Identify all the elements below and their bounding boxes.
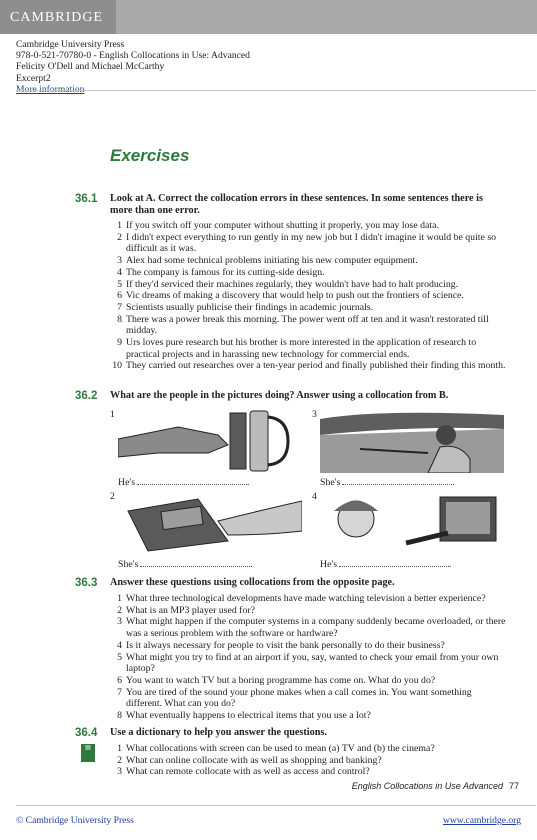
exercise-item: [110, 290, 510, 302]
item-text: Urs loves pure research but his brother is more interested in the application of research to practical projects and in harassing new technology for commercial ends.: [126, 337, 477, 360]
item-number: 3: [117, 255, 122, 267]
caption-1-text: He's: [118, 477, 136, 488]
item-number: 2: [117, 231, 122, 243]
picture-number-3: 3: [312, 409, 317, 420]
section-instruction-36-1: Look at A. Correct the collocation errors in these sentences. In some sentences there is more than one error.: [110, 193, 483, 217]
answer-blank-1[interactable]: [137, 476, 247, 485]
section-number-36-1: 36.1: [75, 193, 98, 205]
exercise-item: [110, 766, 510, 778]
exercise-item: [110, 755, 510, 767]
caption-4-end: .: [449, 559, 452, 570]
item-text: There was a power break this morning. The power went off at ten and it wasn't restorated till midday.: [126, 313, 489, 337]
answer-blank-4[interactable]: [339, 558, 449, 567]
section-instruction-36-4: Use a dictionary to help you answer the questions.: [110, 727, 327, 738]
item-number: 4: [117, 266, 122, 278]
exercise-item: [110, 743, 510, 755]
picture-caption-1: [118, 476, 249, 488]
item-number: 4: [117, 639, 122, 651]
exercise-item: [110, 279, 510, 291]
item-number: 8: [117, 710, 122, 722]
item-text: Vic dreams of making a discovery that would help to push out the frontiers of science.: [126, 290, 464, 302]
item-number: 1: [117, 743, 122, 754]
item-text: What can online collocate with as well as shopping and banking?: [126, 754, 382, 766]
item-text: I didn't expect everything to run gently in my new job but I didn't imagine it would be quite so difficult as it was.: [126, 231, 497, 255]
exercise-list-36-4: [110, 743, 510, 778]
caption-4-text: He's: [320, 559, 338, 570]
item-number: 5: [117, 278, 122, 290]
excerpt: Excerpt2: [16, 72, 51, 84]
caption-3-text: She's: [320, 477, 341, 488]
item-text: You are tired of the sound your phone makes when a call comes in. You want something different. What can you do?: [126, 686, 472, 710]
exercise-item: [110, 337, 510, 360]
exercise-item: [110, 255, 510, 267]
item-text: If you switch off your computer without shutting it properly, you may lose data.: [126, 220, 439, 231]
picture-number-4: 4: [312, 491, 317, 502]
exercise-item: [110, 220, 510, 232]
item-text: What eventually happens to electrical items that you use a lot?: [126, 710, 371, 722]
exercise-item: [110, 360, 510, 372]
item-text: What is an MP3 player used for?: [126, 604, 255, 616]
picture-2-card-machine: [118, 491, 302, 555]
website-link[interactable]: www.cambridge.org: [442, 815, 521, 826]
divider-bottom: [16, 805, 536, 806]
exercise-item: [110, 710, 510, 722]
picture-4-tv-remote: [320, 491, 504, 555]
section-number-36-2: 36.2: [75, 390, 98, 402]
caption-3-end: .: [452, 477, 455, 488]
item-text: Scientists usually publicise their findings in academic journals.: [126, 301, 374, 313]
section-instruction-36-3: Answer these questions using collocations from the opposite page.: [110, 577, 395, 588]
caption-1-end: .: [247, 477, 250, 488]
caption-2-end: .: [250, 559, 253, 570]
item-number: 1: [117, 593, 122, 604]
exercise-item: [110, 652, 510, 675]
exercise-item: [110, 605, 510, 617]
card-machine-illustration: [118, 491, 302, 555]
isbn-title: 978-0-521-70780-0 - English Collocations in Use: Advanced: [16, 50, 250, 62]
item-number: 1: [117, 220, 122, 231]
picture-number-2: 2: [110, 491, 115, 502]
item-text: They carried out researches over a ten-year period and finally published their finding this month.: [126, 360, 506, 372]
section-instruction-36-2: What are the people in the pictures doing? Answer using a collocation from B.: [110, 390, 449, 401]
picture-caption-2: [118, 558, 253, 570]
book-title-footer: English Collocations in Use Advanced: [351, 781, 503, 791]
exercise-item: [110, 314, 510, 337]
book-meta: [16, 39, 250, 95]
item-text: What three technological developments have made watching television a better experience?: [126, 593, 486, 604]
item-number: 6: [117, 674, 122, 686]
car-driver-illustration: [320, 409, 504, 473]
item-number: 5: [117, 651, 122, 663]
item-text: What might happen if the computer systems in a company suddenly became overloaded, or there was a serious problem with the software or hardware?: [126, 616, 506, 640]
caption-2-text: She's: [118, 559, 139, 570]
dictionary-icon: ▤: [81, 744, 95, 762]
logo-text: CAMBRIDGE: [10, 10, 104, 25]
answer-blank-2[interactable]: [140, 558, 250, 567]
picture-1-door-keypad: [118, 409, 302, 473]
exercise-item: [110, 640, 510, 652]
page-number: 77: [508, 781, 519, 791]
page-footer: [352, 781, 519, 791]
copyright-link[interactable]: © Cambridge University Press: [16, 815, 134, 826]
section-number-36-3: 36.3: [75, 577, 98, 589]
door-keypad-illustration: [118, 409, 302, 473]
item-number: 7: [117, 686, 122, 698]
exercise-item: [110, 267, 510, 279]
brand-bar: [0, 0, 537, 34]
item-number: 7: [117, 301, 122, 313]
item-text: What might you try to find at an airport if you, say, wanted to check your email from your own laptop?: [126, 651, 499, 675]
exercise-item: [110, 687, 510, 710]
publisher: Cambridge University Press: [16, 39, 125, 50]
exercise-item: [110, 593, 510, 605]
item-text: What can remote collocate with as well as access and control?: [126, 766, 370, 778]
item-text: Is it always necessary for people to visit the bank personally to do their business?: [126, 639, 445, 651]
exercise-item: [110, 675, 510, 687]
picture-caption-3: [320, 476, 455, 488]
page-title: Exercises: [110, 146, 190, 165]
item-number: 6: [117, 290, 122, 302]
exercise-item: [110, 616, 510, 639]
divider-top: [16, 90, 536, 91]
item-text: The company is famous for its cutting-side design.: [126, 266, 325, 278]
exercise-list-36-1: [110, 220, 510, 372]
item-text: Alex had some technical problems initiating his new computer equipment.: [126, 255, 418, 267]
item-text: You want to watch TV but a boring programme has come on. What do you do?: [126, 674, 436, 686]
item-number: 8: [117, 313, 122, 325]
picture-number-1: 1: [110, 409, 115, 420]
picture-3-car-driver: [320, 409, 504, 473]
exercise-item: [110, 232, 510, 255]
answer-blank-3[interactable]: [342, 476, 452, 485]
item-text: What collocations with screen can be used to mean (a) TV and (b) the cinema?: [126, 743, 435, 754]
item-number: 10: [112, 360, 122, 372]
item-number: 2: [117, 754, 122, 766]
item-number: 3: [117, 616, 122, 628]
item-number: 2: [117, 604, 122, 616]
tv-remote-illustration: [320, 491, 504, 555]
item-text: If they'd serviced their machines regularly, they wouldn't have had to halt producing.: [126, 278, 459, 290]
picture-caption-4: [320, 558, 451, 570]
section-number-36-4: 36.4: [75, 727, 98, 739]
item-number: 9: [117, 337, 122, 349]
exercise-list-36-3: [110, 593, 510, 722]
authors: Felicity O'Dell and Michael McCarthy: [16, 61, 165, 73]
item-number: 3: [117, 766, 122, 778]
exercise-item: [110, 302, 510, 314]
cambridge-logo: [0, 0, 116, 34]
